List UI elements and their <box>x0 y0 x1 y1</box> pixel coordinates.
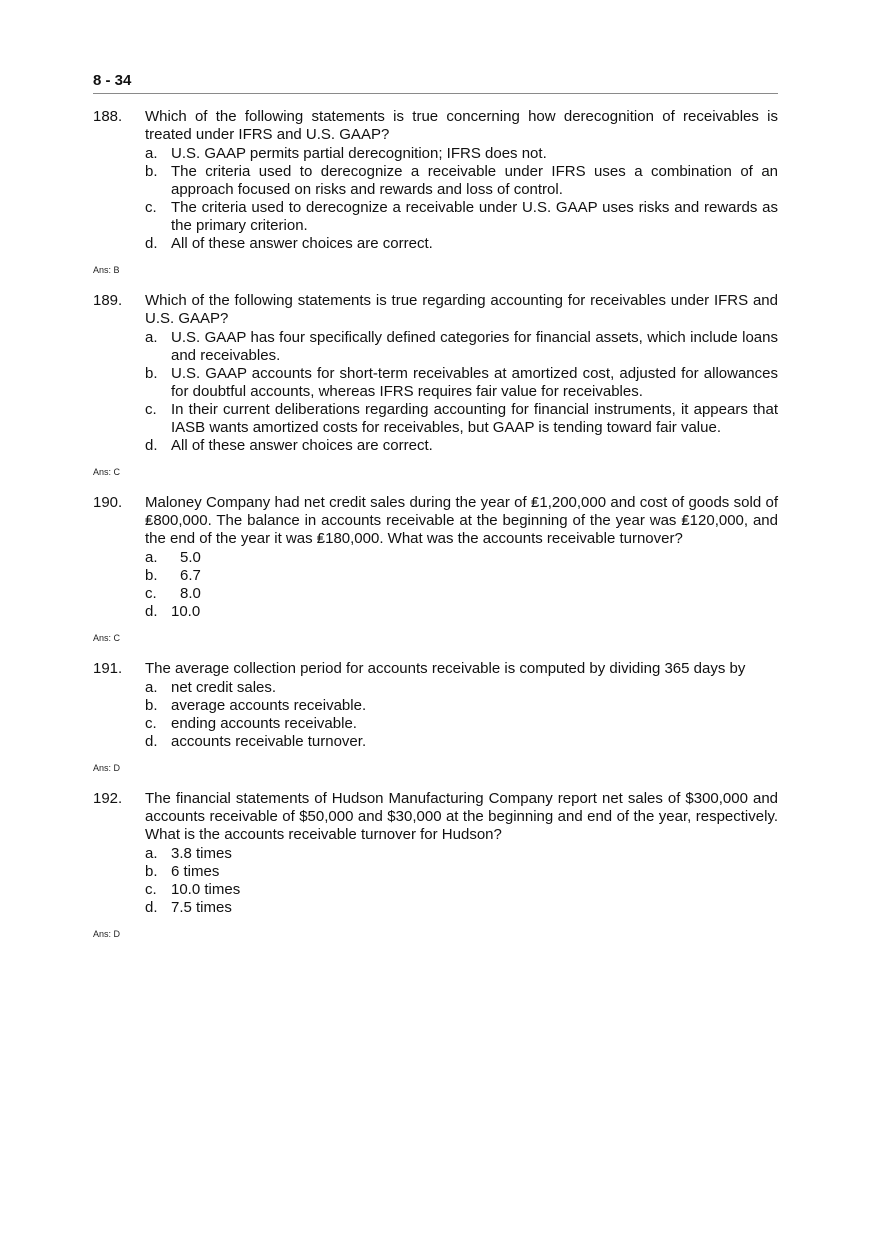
option-text: 8.0 <box>180 585 201 602</box>
option-letter: a. <box>145 679 158 696</box>
option-letter: c. <box>145 401 157 418</box>
option-text: 10.0 <box>171 603 201 620</box>
question-body <box>145 660 778 751</box>
question-body <box>145 494 778 621</box>
option-d <box>145 603 778 621</box>
option-letter: c. <box>145 715 157 732</box>
option-text: U.S. GAAP accounts for short-term receivables at amortized cost, adjusted for allowances for doubtful accounts, whereas IFRS requires fair value for receivables. <box>171 365 778 400</box>
option-c <box>145 585 778 603</box>
page-number: 8 - 34 <box>93 72 132 89</box>
question-192 <box>93 790 778 940</box>
question-body <box>145 292 778 455</box>
option-letter: b. <box>145 697 158 714</box>
option-text: 7.5 times <box>171 899 232 916</box>
option-a <box>145 145 778 163</box>
option-letter: d. <box>145 437 158 454</box>
option-d <box>145 899 778 917</box>
option-text: The criteria used to derecognize a receivable under U.S. GAAP uses risks and rewards as the primary criterion. <box>171 199 778 234</box>
question-stem: Maloney Company had net credit sales during the year of ₤1,200,000 and cost of goods sold of ₤800,000. The balance in accounts receivable at the beginning of the year was ₤120,000, and the end of the year it was ₤180,000. What was the accounts receivable turnover? <box>145 494 778 547</box>
option-a <box>145 679 778 697</box>
question-stem: The average collection period for accounts receivable is computed by dividing 365 days by <box>145 660 746 677</box>
option-b <box>145 163 778 199</box>
option-letter: c. <box>145 199 157 216</box>
option-d <box>145 733 778 751</box>
option-text: 6.7 <box>180 567 201 584</box>
answer-options <box>145 145 778 253</box>
option-letter: d. <box>145 603 158 620</box>
option-letter: a. <box>145 845 158 862</box>
option-a <box>145 329 778 365</box>
answer-key: Ans: C <box>93 633 121 643</box>
option-c <box>145 715 778 733</box>
option-text: In their current deliberations regarding accounting for financial instruments, it appears that IASB wants amortized costs for receivables, but GAAP is tending toward fair value. <box>171 401 778 436</box>
option-c <box>145 401 778 437</box>
option-text: U.S. GAAP has four specifically defined categories for financial assets, which include loans and receivables. <box>171 329 778 364</box>
option-text: 10.0 times <box>171 881 241 898</box>
option-d <box>145 235 778 253</box>
option-text: accounts receivable turnover. <box>171 733 367 750</box>
option-text: U.S. GAAP permits partial derecognition; IFRS does not. <box>171 145 547 162</box>
option-letter: a. <box>145 549 158 566</box>
option-c <box>145 881 778 899</box>
answer-key: Ans: B <box>93 265 120 275</box>
option-letter: d. <box>145 235 158 252</box>
question-188 <box>93 108 778 276</box>
option-a <box>145 845 778 863</box>
answer-options <box>145 329 778 455</box>
option-text: All of these answer choices are correct. <box>171 235 433 252</box>
option-letter: d. <box>145 733 158 750</box>
option-text: 6 times <box>171 863 220 880</box>
answer-options <box>145 845 778 917</box>
question-body <box>145 790 778 917</box>
option-text: 3.8 times <box>171 845 232 862</box>
question-stem: Which of the following statements is true concerning how derecognition of receivables is treated under IFRS and U.S. GAAP? <box>145 108 778 143</box>
option-text: ending accounts receivable. <box>171 715 357 732</box>
question-stem: The financial statements of Hudson Manufacturing Company report net sales of $300,000 and accounts receivable of $50,000 and $30,000 at the beginning and end of the year, respectively. What is the accounts receivable turnover for Hudson? <box>145 790 778 843</box>
question-number: 188. <box>93 108 123 125</box>
question-number: 189. <box>93 292 123 309</box>
answer-options <box>145 549 778 621</box>
option-letter: a. <box>145 329 158 346</box>
option-letter: d. <box>145 899 158 916</box>
option-text: net credit sales. <box>171 679 277 696</box>
option-letter: b. <box>145 365 158 382</box>
option-text: 5.0 <box>180 549 201 566</box>
option-letter: a. <box>145 145 158 162</box>
option-letter: b. <box>145 863 158 880</box>
question-stem: Which of the following statements is true regarding accounting for receivables under IFRS and U.S. GAAP? <box>145 292 778 327</box>
question-191 <box>93 660 778 774</box>
option-letter: b. <box>145 163 158 180</box>
option-letter: c. <box>145 585 157 602</box>
answer-key: Ans: D <box>93 763 121 773</box>
option-text: The criteria used to derecognize a receivable under IFRS uses a combination of an approach focused on risks and rewards and loss of control. <box>171 163 778 198</box>
option-letter: c. <box>145 881 157 898</box>
answer-options <box>145 679 778 751</box>
option-a <box>145 549 778 567</box>
answer-key: Ans: D <box>93 929 121 939</box>
option-c <box>145 199 778 235</box>
option-b <box>145 697 778 715</box>
question-list <box>93 108 778 940</box>
option-b <box>145 863 778 881</box>
option-text: average accounts receivable. <box>171 697 367 714</box>
answer-key: Ans: C <box>93 467 121 477</box>
option-b <box>145 567 778 585</box>
page-header <box>93 72 778 94</box>
question-body <box>145 108 778 253</box>
option-d <box>145 437 778 455</box>
question-189 <box>93 292 778 478</box>
option-b <box>145 365 778 401</box>
question-number: 191. <box>93 660 123 677</box>
question-190 <box>93 494 778 644</box>
question-number: 190. <box>93 494 123 511</box>
option-text: All of these answer choices are correct. <box>171 437 433 454</box>
question-number: 192. <box>93 790 123 807</box>
option-letter: b. <box>145 567 158 584</box>
